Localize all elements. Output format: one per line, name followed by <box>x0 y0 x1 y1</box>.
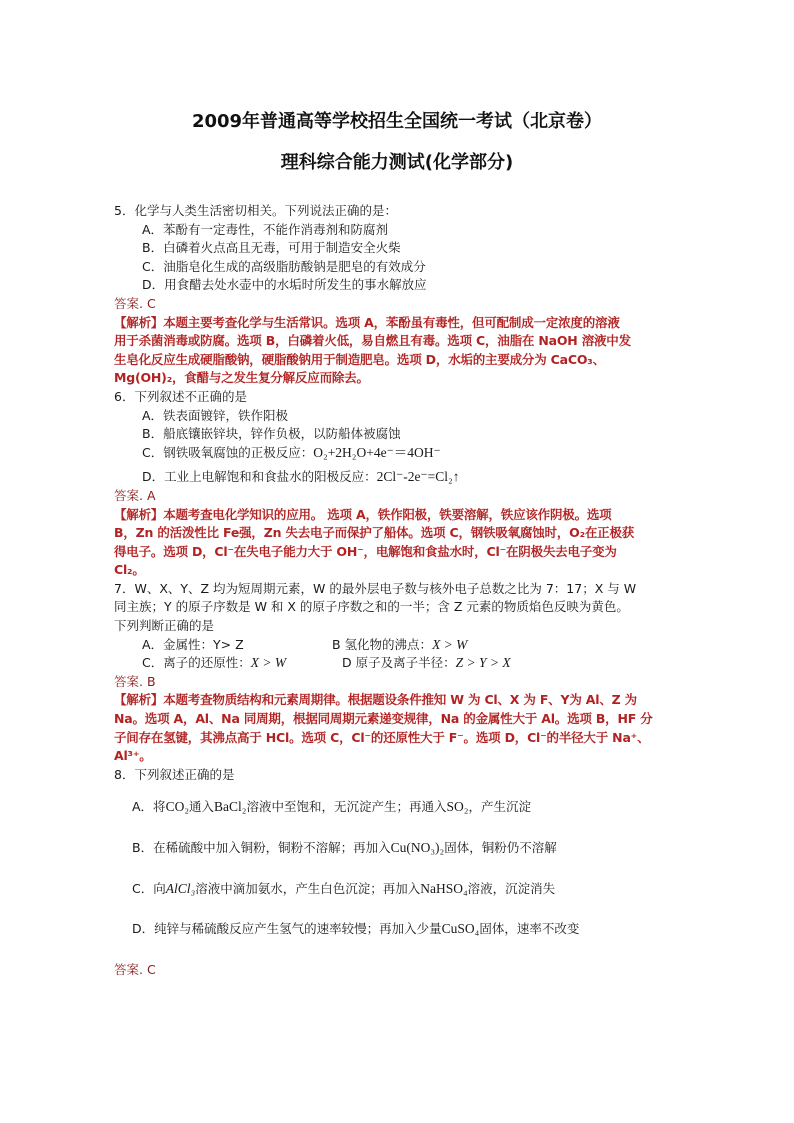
formula: NaHSO₄ <box>420 880 468 896</box>
explanation-line: 【解析】本题考查电化学知识的应用。 选项 A，铁作阳极，铁要溶解，铁应该作阴极。选项 <box>114 506 612 522</box>
option-a: A．金属性：Y> Z <box>142 636 244 652</box>
option-b: B．船底镶嵌锌块，锌作负极，以防船体被腐蚀 <box>142 426 401 442</box>
option-text: C．向 <box>132 880 166 896</box>
option-a: A．铁表面镀锌，铁作阳极 <box>142 407 289 423</box>
question-stem: 下列判断正确的是 <box>114 618 215 634</box>
inequality: X > W <box>432 636 468 652</box>
answer: 答案. C <box>114 961 156 977</box>
option-text: 通入 <box>189 799 215 815</box>
formula: CuSO₄ <box>441 921 480 937</box>
explanation-line: 子间存在氢键，其沸点高于 HCl。选项 C，Cl⁻的还原性大于 F⁻。选项 D，Cl⁻的半径大于 Na⁺、 <box>114 729 650 745</box>
explanation-line: 【解析】本题考查物质结构和元素周期律。根据题设条件推知 W 为 Cl、X 为 F、Y为 Al、Z 为 <box>114 692 637 708</box>
equation: O₂+2H₂O+4e⁻＝4OH⁻ <box>313 444 441 460</box>
option-d <box>114 920 680 939</box>
formula: BaCl₂ <box>214 799 247 815</box>
equation: 2Cl⁻-2e⁻=Cl₂↑ <box>376 469 460 485</box>
option-text: 溶液中滴加氨水，产生白色沉淀；再加入 <box>195 880 421 896</box>
option-text: B 氢化物的沸点： <box>332 636 433 652</box>
option-text: D 原子及离子半径： <box>342 655 456 671</box>
option-text: 固体，铜粉仍不溶解 <box>444 840 557 855</box>
answer: 答案. A <box>114 487 156 503</box>
inequality: X > W <box>250 655 287 671</box>
question-stem: 8．下列叙述正确的是 <box>114 766 235 782</box>
formula: AlCl₃ <box>165 880 196 896</box>
explanation-line: Na。选项 A，Al、Na 同周期，根据同周期元素递变规律，Na 的金属性大于 Al。选项 B，HF 分 <box>114 711 653 727</box>
content <box>114 202 680 979</box>
option-c: C．油脂皂化生成的高级脂肪酸钠是肥皂的有效成分 <box>142 258 426 274</box>
option-text: C．钢铁吸氧腐蚀的正极反应： <box>142 444 314 460</box>
answer: 答案. C <box>114 295 156 311</box>
exam-title: 2009年普通高等学校招生全国统一考试（北京卷） <box>191 111 603 132</box>
formula: CO₂ <box>165 799 190 815</box>
option-b: B．白磷着火点高且无毒，可用于制造安全火柴 <box>142 240 401 256</box>
option-text: B．在稀硫酸中加入铜粉，铜粉不溶解；再加入 <box>132 840 391 855</box>
exam-subtitle: 理科综合能力测试(化学部分) <box>280 152 514 173</box>
option-c <box>114 880 680 899</box>
option-row <box>114 654 680 673</box>
explanation-line: Cl₂。 <box>114 562 145 578</box>
option-row <box>114 636 680 655</box>
explanation-line: 得电子。选项 D，Cl⁻在失电子能力大于 OH⁻，电解饱和食盐水时，Cl⁻在阴极失去电子变为 <box>114 543 617 559</box>
option-text: D．工业上电解饱和和食盐水的阳极反应： <box>142 469 377 485</box>
option-text: A．将 <box>132 799 166 815</box>
explanation-line: 【解析】本题主要考查化学与生活常识。选项 A，苯酚虽有毒性，但可配制成一定浓度的溶液 <box>114 314 620 330</box>
option-text: 溶液，沉淀消失 <box>467 880 556 896</box>
explanation-line: Mg(OH)₂，食醋与之发生复分解反应而除去。 <box>114 370 369 386</box>
explanation-line: Al³⁺。 <box>114 748 152 764</box>
option-c <box>142 654 342 673</box>
option-a <box>114 798 680 817</box>
answer: 答案. B <box>114 673 156 689</box>
option-d <box>114 468 680 487</box>
option-d: D．用食醋去处水壶中的水垢时所发生的事水解放应 <box>142 277 427 293</box>
inequality: Z > Y > X <box>455 655 511 671</box>
explanation-line: B，Zn 的活泼性比 Fe强，Zn 失去电子而保护了船体。选项 C，钢铁吸氧腐蚀时，O₂在正极获 <box>114 525 635 541</box>
option-d <box>342 655 511 670</box>
formula: Cu(NO₃)₂ <box>390 840 445 855</box>
question-stem: 6．下列叙述不正确的是 <box>114 388 247 404</box>
option-text: 溶液中至饱和，无沉淀产生；再通入 <box>246 799 447 815</box>
formula: SO₂ <box>446 799 469 815</box>
question-stem: 7．W、X、Y、Z 均为短周期元素，W 的最外层电子数与核外电子总数之比为 7：17；X 与 W <box>114 580 637 596</box>
option-b <box>332 637 467 652</box>
option-text: D．纯锌与稀硫酸反应产生氢气的速率较慢；再加入少量 <box>132 921 442 937</box>
option-text: 固体，速率不改变 <box>479 921 580 937</box>
option-b <box>114 839 680 858</box>
question-stem: 同主族；Y 的原子序数是 W 和 X 的原子序数之和的一半；含 Z 元素的物质焰色反映为黄色。 <box>114 599 629 615</box>
option-a: A．苯酚有一定毒性，不能作消毒剂和防腐剂 <box>142 221 389 237</box>
question-stem: 5．化学与人类生活密切相关。下列说法正确的是： <box>114 203 397 218</box>
option-c <box>114 444 680 463</box>
option-text: C．离子的还原性： <box>142 655 251 671</box>
explanation-line: 用于杀菌消毒或防腐。选项 B，白磷着火低，易自燃且有毒。选项 C，油脂在 NaOH 溶液中发 <box>114 333 631 349</box>
option-text: ，产生沉淀 <box>468 799 532 815</box>
explanation-line: 生皂化反应生成硬脂酸钠，硬脂酸钠用于制造肥皂。选项 D，水垢的主要成分为 CaCO₃、 <box>114 351 605 367</box>
